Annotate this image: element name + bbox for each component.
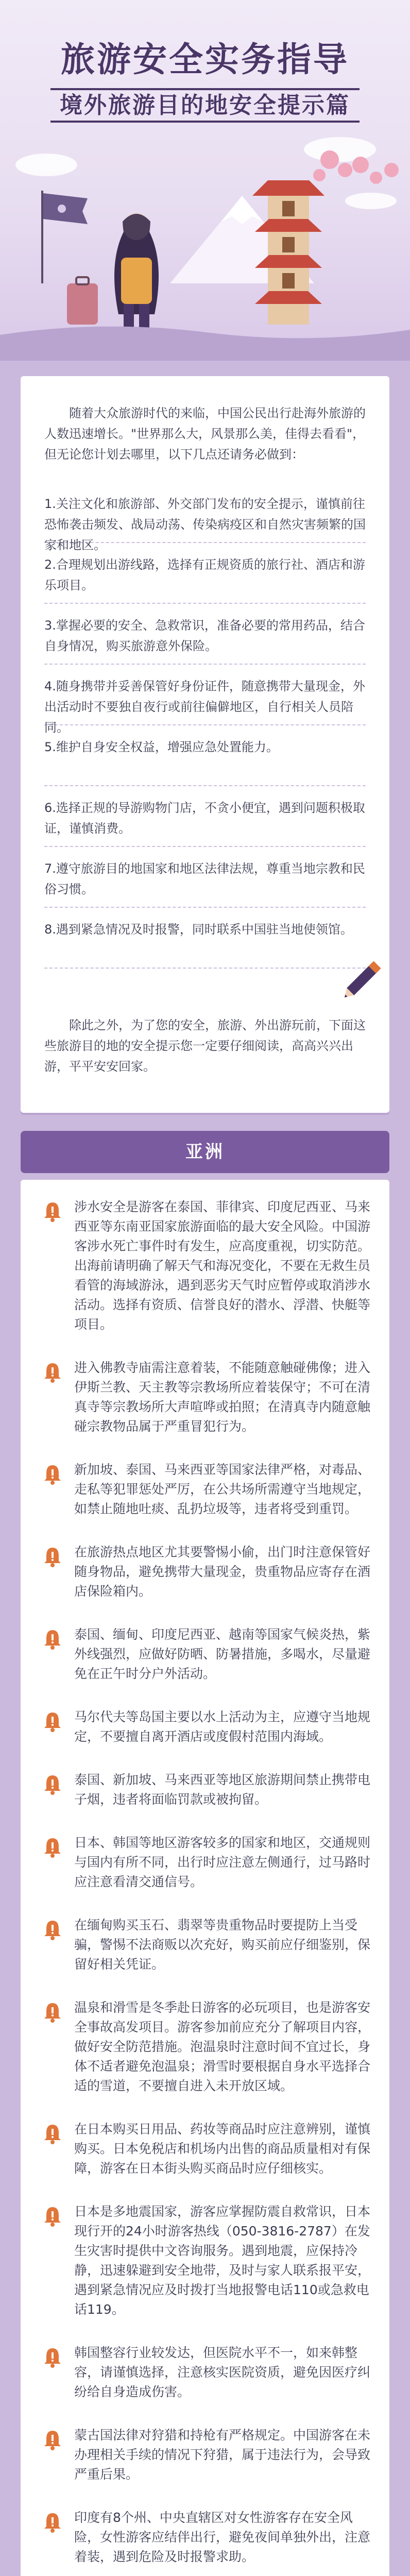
advice-item: 2.合理规划出游线路，选择有正规资质的旅行社、酒店和游乐项目。 [44,554,366,604]
country-tip-item [30,1770,375,1809]
suitcase-icon [67,277,98,325]
flag-icon [41,191,88,283]
intro-paragraph: 随着大众旅游时代的来临，中国公民出行赴海外旅游的人数迅速增长。"世界那么大，风景那么美，佳得去看看"，但无论您计划去哪里，以下几点还请务必做到： [44,406,366,462]
country-tip-item [30,1197,375,1334]
country-tip-item [30,2343,375,2402]
country-tip-text: 新加坡、泰国、马来西亚等国家法律严格，对毒品、走私等犯罪惩处严厉，在公共场所需遵守当地规定，如禁止随地吐痰、乱扔垃圾等，违者将受到重罚。 [74,1462,371,1516]
country-tip-item [30,2120,375,2178]
advice-item: 1.关注文化和旅游部、外交部门发布的安全提示，谨慎前往恐怖袭击频发、战局动荡、传染病疫区和自然灾害频繁的国家和地区。 [44,494,366,543]
advice-list [44,494,366,980]
country-tips-list [30,1197,375,2576]
country-tip-item [30,1460,375,1519]
advice-item: 3.掌握必要的安全、急救常识，准备必要的常用药品，结合自身情况，购买旅游意外保险。 [44,615,366,665]
warning-bell-icon [41,1773,64,1796]
warning-bell-icon [41,1200,64,1223]
warning-bell-icon [41,2429,64,2451]
country-tip-item [30,1833,375,1892]
country-tip-text: 蒙古国法律对狩猎和持枪有严格规定。中国游客在未办理相关手续的情况下狩猎，属于违法行为，会导致严重后果。 [74,2428,371,2482]
warning-bell-icon [41,1361,64,1384]
advice-item: 5.维护自身安全权益，增强应急处置能力。 [44,737,366,786]
page-title: 旅游安全实务指导 [61,40,349,79]
advice-item: 4.随身携带并妥善保管好身份证件，随意携带大量现金，外出活动时不要独自夜行或前往偏僻地区，自行相关人员陪同。 [44,676,366,725]
warning-bell-icon [41,1463,64,1486]
country-tip-text: 泰国、缅甸、印度尼西亚、越南等国家气候炎热，紫外线强烈，应做好防晒、防暑措施，多喝水，尽量避免在正午时分户外活动。 [74,1627,371,1681]
warning-bell-icon [41,1710,64,1733]
country-tip-item [30,1916,375,1974]
country-tip-item [30,1707,375,1747]
country-tip-text: 日本、韩国等地区游客较多的国家和地区，交通规则与国内有所不同，出行时应注意左侧通行，过马路时应注意看清交通信号。 [74,1835,371,1889]
country-tip-text: 马尔代夫等岛国主要以水上活动为主，应遵守当地规定，不要擅自离开酒店或度假村范围内海域。 [74,1709,371,1744]
country-tip-text: 泰国、新加坡、马来西亚等地区旅游期间禁止携带电子烟，违者将面临罚款或被拘留。 [74,1772,371,1807]
closing-paragraph: 除此之外，为了您的安全，旅游、外出游玩前，下面这些旅游目的地的安全提示您一定要仔细阅读，高高兴兴出游，平平安安回家。 [44,1018,366,1074]
country-tip-item [30,1998,375,2096]
asia-tips-card [21,1180,389,2576]
subtitle-text: 境外旅游目的地安全提示篇 [50,88,360,123]
country-tip-item [30,1625,375,1684]
pencil-icon [335,951,391,1007]
country-tip-text: 在日本购买日用品、药妆等商品时应注意辨别，谨慎购买。日本免税店和机场内出售的商品质量相对有保障，游客在日本街头购买商品时应仔细核实。 [74,2122,371,2176]
warning-bell-icon [41,1546,64,1568]
warning-bell-icon [41,2001,64,2024]
warning-bell-icon [41,1919,64,1941]
advice-item: 8.遇到紧急情况及时报警，同时联系中国驻当地使领馆。 [44,919,366,969]
intro-card [21,376,389,1113]
country-tip-text: 进入佛教寺庙需注意着装，不能随意触碰佛像；进入伊斯兰教、天主教等宗教场所应着装保守；不可在清真寺等宗教场所大声喧哗或拍照；在清真寺内随意触碰宗教物品属于严重冒犯行为。 [74,1360,371,1434]
country-tip-item [30,1543,375,1601]
warning-bell-icon [41,2123,64,2145]
traveler-figure-icon [114,213,159,335]
warning-bell-icon [41,1836,64,1859]
country-tip-text: 在旅游热点地区尤其要警惕小偷，出门时注意保管好随身物品，避免携带大量现金，贵重物品应寄存在酒店保险箱内。 [74,1545,371,1599]
warning-bell-icon [41,2346,64,2369]
country-tip-text: 温泉和滑雪是冬季赴日游客的必玩项目，也是游客安全事故高发项目。游客参加前应充分了解项目内容，做好安全防范措施。泡温泉时注意时间不宜过长，身体不适者避免泡温泉；滑雪时要根据自身水平选择合适的雪道，不要擅自进入未开放区域。 [74,2000,371,2093]
country-tip-text: 印度有8个州、中央直辖区对女性游客存在安全风险，女性游客应结伴出行，避免夜间单独外出，注意着装，遇到危险及时报警求助。 [74,2510,371,2564]
country-tip-text: 日本是多地震国家，游客应掌握防震自救常识，日本现行开的24小时游客热线（050-3816-2787）在发生灾害时提供中文咨询服务。遇到地震，应保持冷静，迅速躲避到安全地带，及时与家人联系报平安，遇到紧急情况应及时拨打当地报警电话110或急救电话119。 [74,2204,371,2317]
page-subtitle [0,87,410,120]
country-tip-text: 涉水安全是游客在泰国、菲律宾、印度尼西亚、马来西亚等东南亚国家旅游面临的最大安全风险。中国游客涉水死亡事件时有发生，应高度重视，切实防范。出海前请明确了解天气和海况变化，不要在无救生员看管的海域游泳，遇到恶劣天气时应暂停或取消涉水活动。选择有资质、信誉良好的潜水、浮潜、快艇等项目。 [74,1199,371,1332]
country-tip-item [30,2426,375,2484]
advice-item: 7.遵守旅游目的地国家和地区法律法规，尊重当地宗教和民俗习惯。 [44,858,366,908]
warning-bell-icon [41,1628,64,1651]
hero-illustration [0,129,410,361]
warning-bell-icon [41,2205,64,2228]
country-tip-item [30,2202,375,2319]
country-tip-text: 韩国整容行业较发达，但医院水平不一，如来韩整容，请谨慎选择，注意核实医院资质，避免因医疗纠纷给自身造成伤害。 [74,2345,371,2399]
advice-item: 6.选择正规的导游购物门店，不贪小便宜，遇到问题积极取证，谨慎消费。 [44,798,366,847]
country-tip-text: 在缅甸购买玉石、翡翠等贵重物品时要提防上当受骗，警惕不法商贩以次充好，购买前应仔细鉴别，保留好相关凭证。 [74,1918,371,1972]
country-tip-item [30,2508,375,2567]
hero-banner [0,0,410,361]
section-banner-asia: 亚洲 [21,1131,389,1173]
country-tip-item [30,1358,375,1436]
warning-bell-icon [41,2511,64,2534]
